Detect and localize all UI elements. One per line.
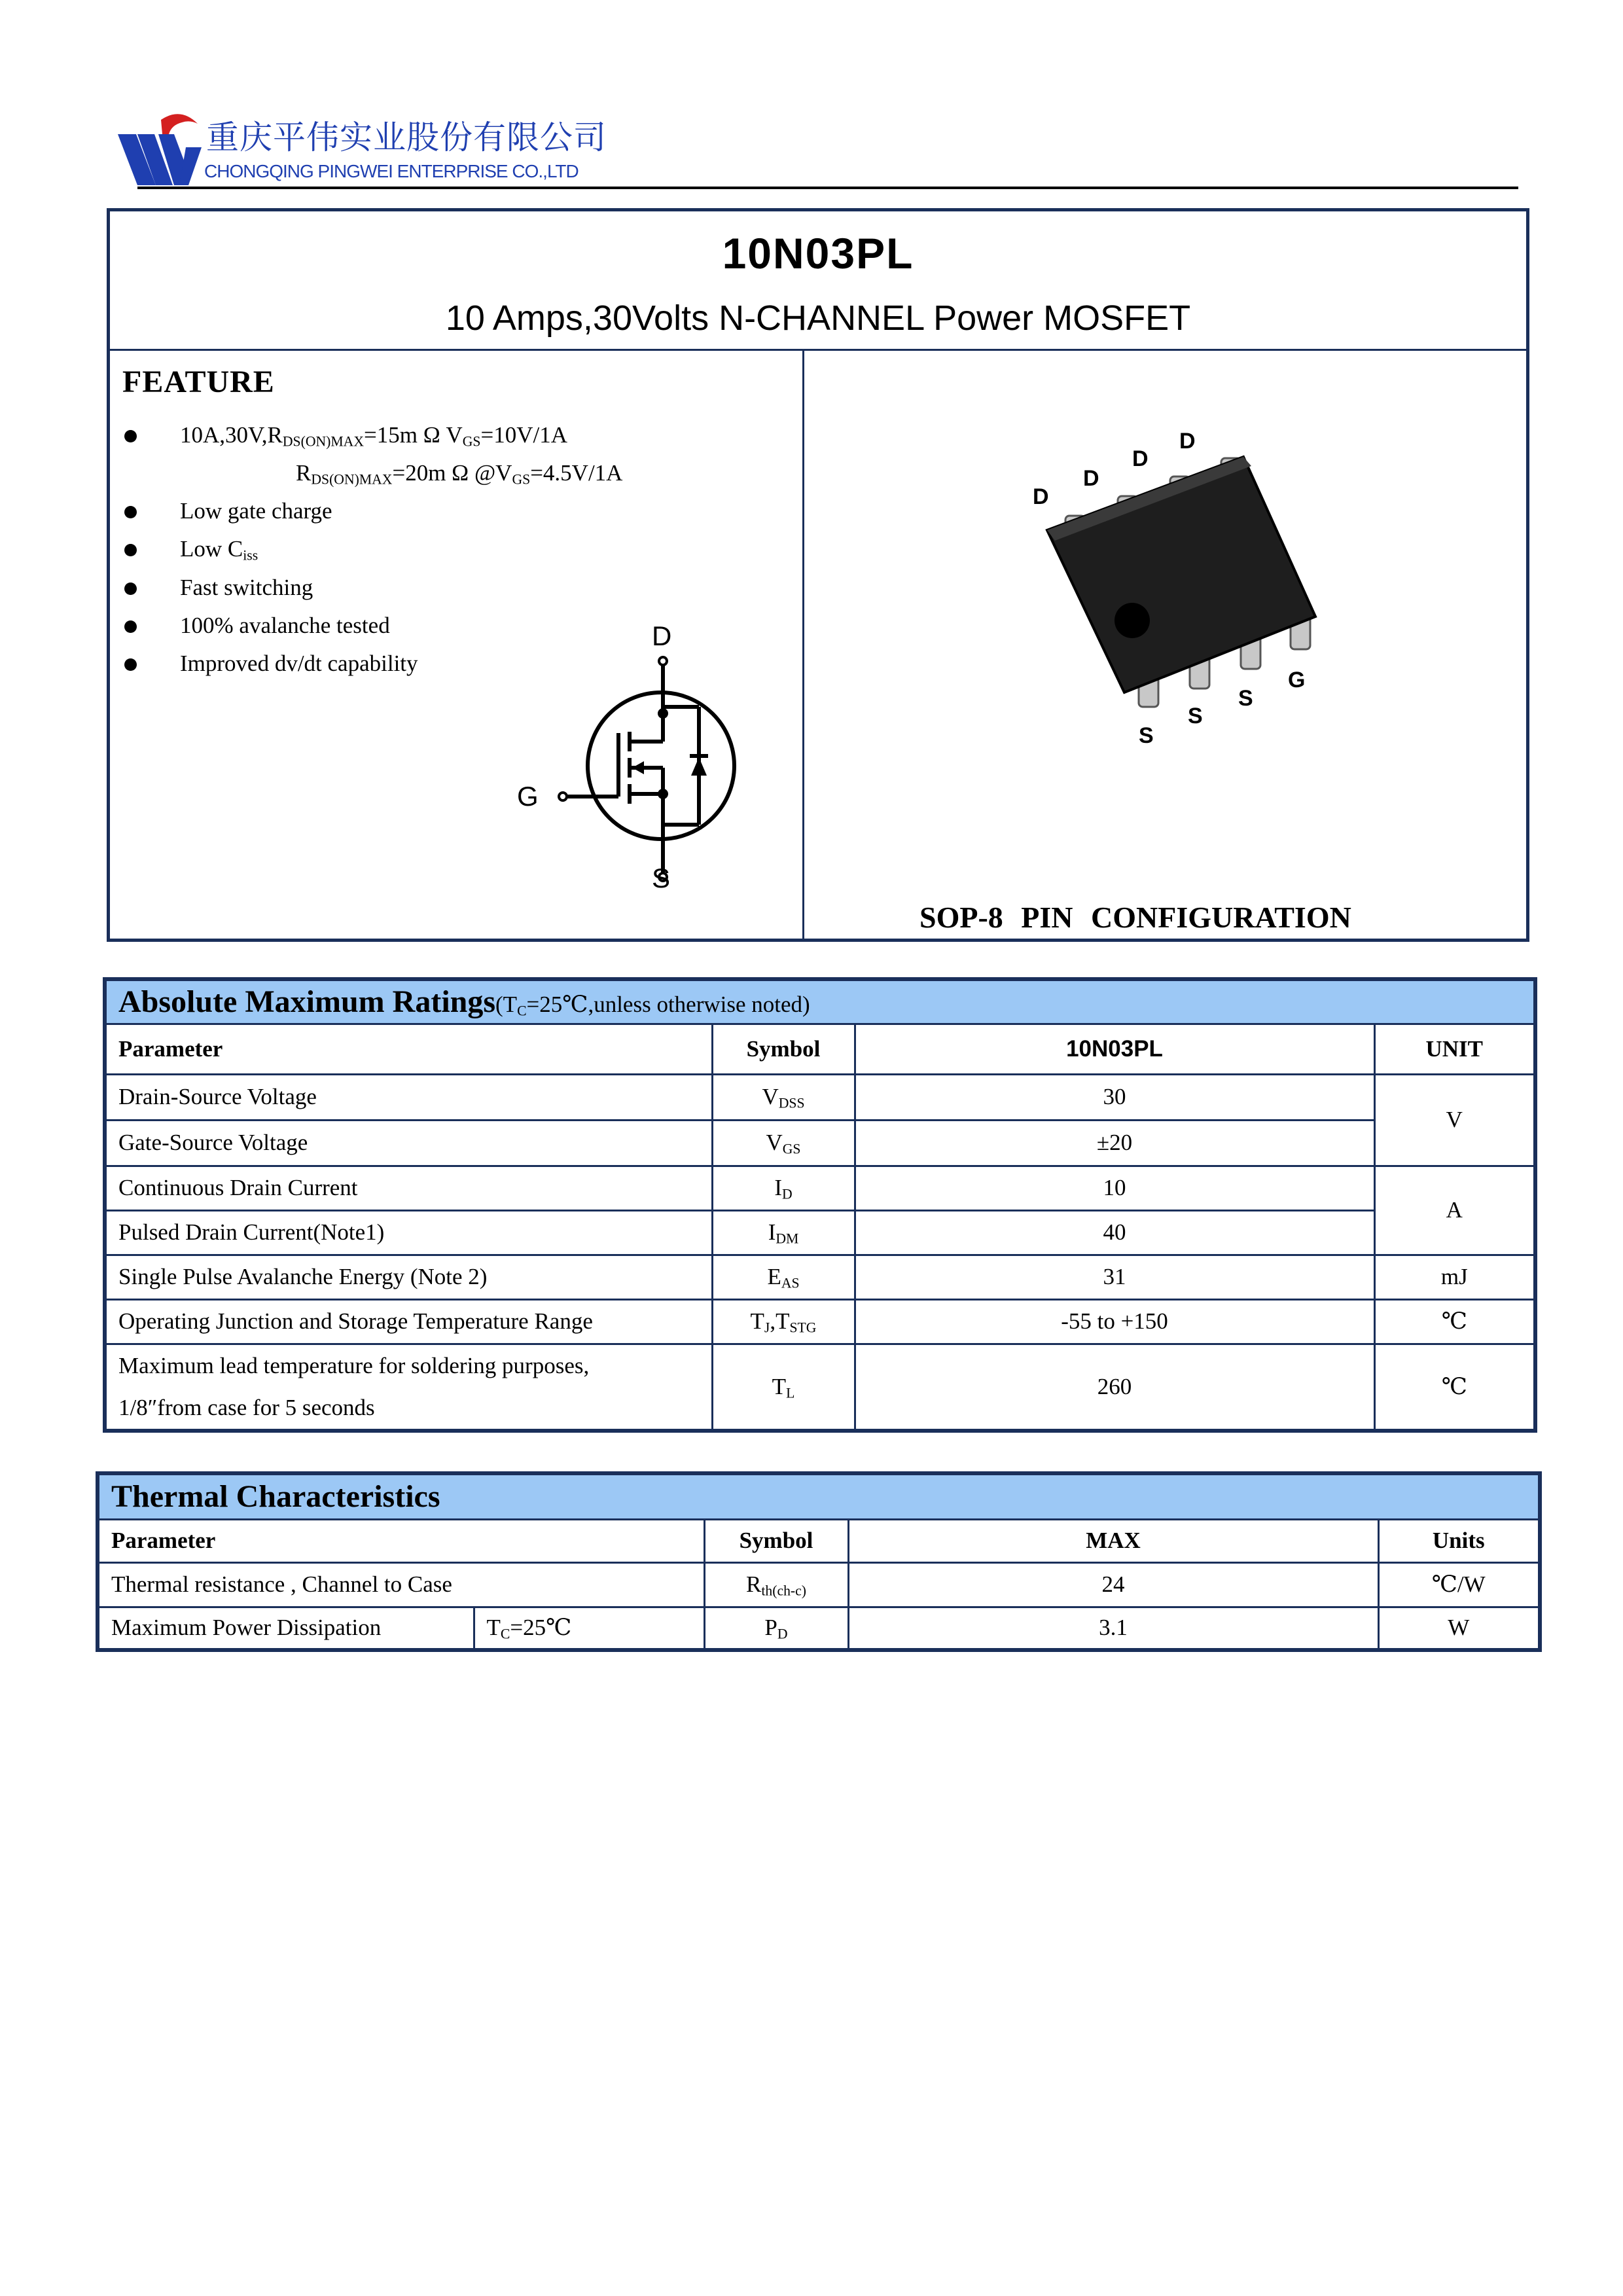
column-header: MAX [848,1519,1378,1562]
value-cell: -55 to +150 [855,1299,1374,1344]
unit-cell: ℃/W [1378,1562,1540,1607]
pin-label: D [1033,484,1049,509]
unit-cell: A [1374,1166,1535,1255]
mosfet-symbol-diagram [504,615,766,903]
unit-cell: ℃ [1374,1344,1535,1431]
bullet-icon [124,430,137,442]
value-cell: 30 [855,1074,1374,1120]
parameter-cell: Maximum lead temperature for soldering purposes, 1/8″from case for 5 seconds [105,1344,712,1431]
unit-cell: ℃ [1374,1299,1535,1344]
header-divider [137,187,1518,189]
pin-label: D [1179,429,1196,454]
amr-title: Absolute Maximum Ratings [118,984,496,1020]
feature-avalanche-tested: 100% avalanche tested [180,613,390,638]
pin-label: S [1238,686,1253,711]
condition-cell: $T_C=25℃$ [474,1607,704,1650]
bullet-icon [124,620,137,633]
parameter-cell: Pulsed Drain Current(Note1) [105,1210,712,1255]
table-row [105,1210,1535,1255]
table-row [105,1166,1535,1210]
bullet-icon [124,544,137,556]
table-row [105,1344,1535,1431]
feature-low-ciss: Low $C_{iss}$ [180,536,259,564]
pin-label: S [1188,704,1203,728]
table-row [98,1562,1540,1607]
company-logo [118,108,203,187]
value-cell: ±20 [855,1120,1374,1166]
symbol-cell: $P_D$ [704,1607,848,1650]
drain-label: D [652,620,672,651]
title-row [110,211,1526,351]
table-row [105,1255,1535,1299]
feature-low-gate-charge: Low gate charge [180,498,332,524]
column-header: Units [1378,1519,1540,1562]
gate-label: G [517,781,539,812]
value-cell: 24 [848,1562,1378,1607]
parameter-cell: Single Pulse Avalanche Energy (Note 2) [105,1255,712,1299]
symbol-cell: $I_D$ [712,1166,855,1210]
thermal-characteristics-table [96,1471,1542,1652]
column-header: UNIT [1374,1024,1535,1074]
source-label: S [652,863,671,893]
pin-label: D [1132,446,1149,471]
feature-dvdt: Improved dv/dt capability [180,651,418,676]
table-row [105,1120,1535,1166]
company-name-english: CHONGQING PINGWEI ENTERPRISE CO.,LTD [204,161,579,181]
column-header: Parameter [98,1519,704,1562]
thermal-title: Thermal Characteristics [111,1479,440,1515]
symbol-cell: $V_{GS}$ [712,1120,855,1166]
table-title-band [105,979,1535,1024]
amr-note: ($T_C=25℃,unless$ otherwise noted) [495,992,810,1019]
table-row [105,1074,1535,1120]
symbol-cell: $T_J,T_{STG}$ [712,1299,855,1344]
symbol-cell: $V_{DSS}$ [712,1074,855,1120]
parameter-cell: Gate-Source Voltage [105,1120,712,1166]
pin-label: S [1139,723,1154,748]
pin-label: G [1288,668,1306,692]
parameter-cell: Operating Junction and Storage Temperature Range [105,1299,712,1344]
feature-heading: FEATURE [122,365,275,399]
bullet-icon [124,583,137,595]
bullet-icon [124,506,137,518]
symbol-cell: $T_L$ [712,1344,855,1431]
value-cell: 40 [855,1210,1374,1255]
pin-label: D [1083,466,1099,491]
column-header: 10N03PL [855,1024,1374,1074]
symbol-cell: $R_{th(ch-c)}$ [704,1562,848,1607]
value-cell: 10 [855,1166,1374,1210]
parameter-cell: Continuous Drain Current [105,1166,712,1210]
unit-cell: W [1378,1607,1540,1650]
column-header: Parameter [105,1024,712,1074]
symbol-cell: $I_{DM}$ [712,1210,855,1255]
product-subtitle: 10 Amps,30Volts N-CHANNEL Power MOSFET [445,298,1191,338]
sop8-package-image [1008,419,1348,759]
table-row [105,1299,1535,1344]
parameter-cell: Maximum Power Dissipation [98,1607,474,1650]
symbol-cell: $E_{AS}$ [712,1255,855,1299]
company-name-chinese: 重庆平伟实业股份有限公司 [206,118,607,156]
unit-cell: V [1374,1074,1535,1166]
column-header: Symbol [712,1024,855,1074]
package-caption: SOP-8 PIN CONFIGURATION [919,901,1351,934]
value-cell: 3.1 [848,1607,1378,1650]
value-cell: 31 [855,1255,1374,1299]
parameter-cell: Drain-Source Voltage [105,1074,712,1120]
feature-rdson-10v: $10A,30V,R_{DS(ON)MAX}=15m$ Ω $V_{GS}=10V/1A$ [180,422,567,450]
value-cell: 260 [855,1344,1374,1431]
column-header: Symbol [704,1519,848,1562]
absolute-maximum-ratings-table [103,977,1537,1433]
unit-cell: mJ [1374,1255,1535,1299]
parameter-cell: Thermal resistance , Channel to Case [98,1562,704,1607]
part-number-title: 10N03PL [722,229,914,278]
feature-fast-switching: Fast switching [180,575,313,600]
bullet-icon [124,658,137,671]
table-row [98,1607,1540,1650]
table-title-band [98,1473,1540,1519]
column-divider [802,351,804,939]
feature-rdson-4v5: $R_{DS(ON)MAX}=20m$ Ω $@V_{GS}=4.5V/1A$ [296,460,623,488]
